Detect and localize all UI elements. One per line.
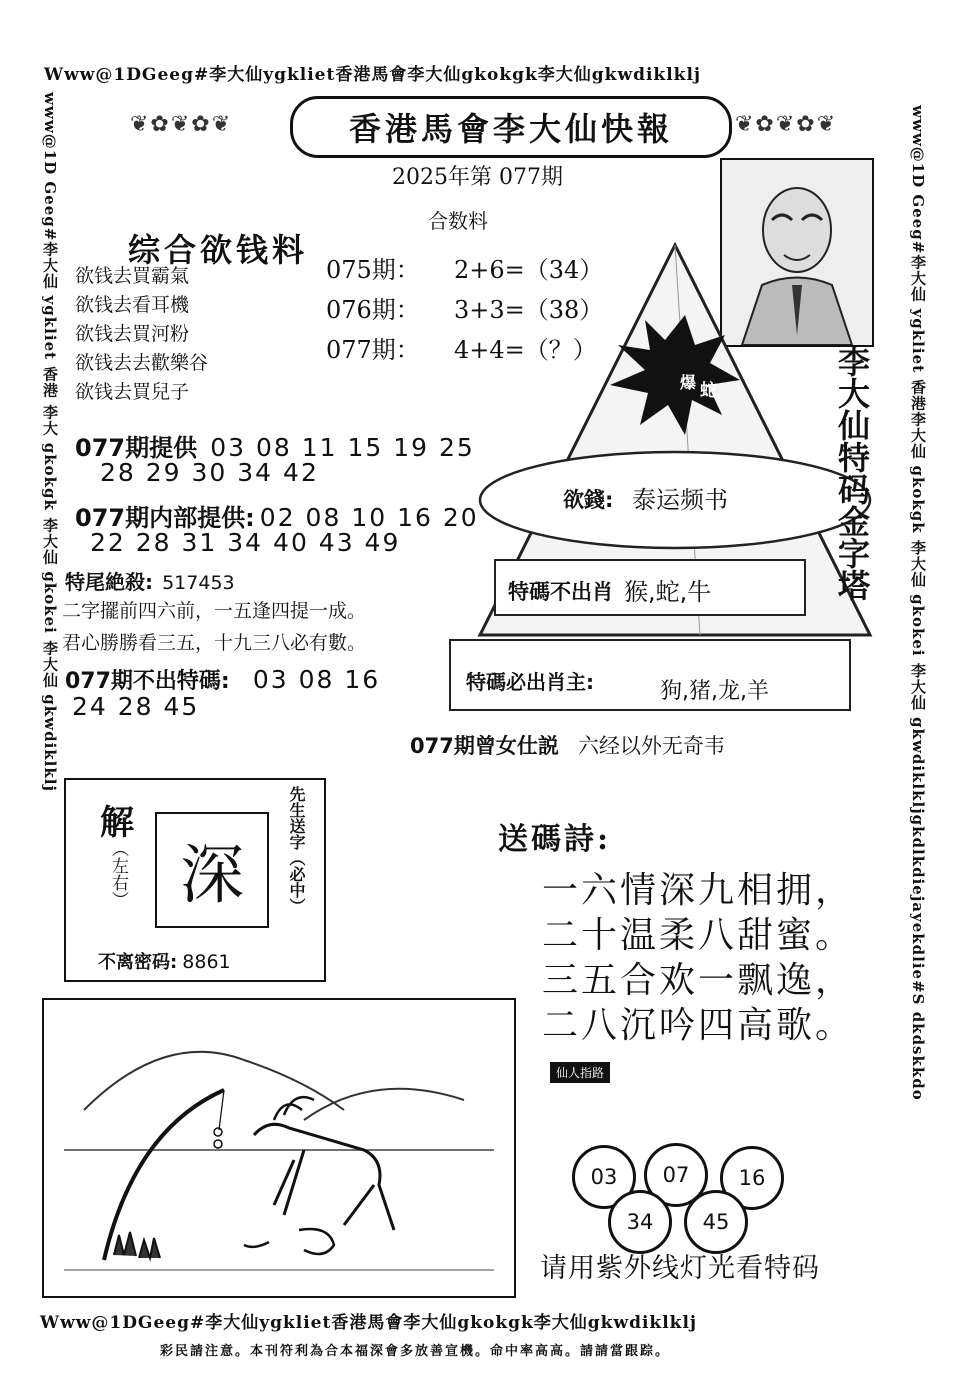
heshu-expr: 3+3=（38） [454,296,604,324]
heshu-expr: 4+4=（？） [454,336,597,364]
internal-label: 077期内部提供: [75,504,255,532]
yuqian-label: 欲錢: [563,488,614,512]
zeng-value: 六经以外无奇韦 [577,734,725,758]
poem-heading: 送碼詩: [498,822,612,857]
riddle-code-value: 8861 [182,951,231,973]
list-item: 欲钱去買霸氣 [75,265,190,287]
yuqian-list [75,262,208,407]
burst-text: 蛇 [700,381,717,401]
footer-notice: 彩民請注意。本刊符利為合本福深會多放善宣機。命中率高高。請請當跟踪。 [160,1344,671,1359]
left-url-strip: www@1D Geeg#李大仙 ygkliet 香港 李大 gkokgk 李大仙 gkokei 李大仙 gkwdiklklj [41,92,59,792]
list-item: 欲钱去買河粉 [75,323,190,345]
burst-glyph: 爆 [680,373,697,392]
no-special-label: 077期不出特碼: [65,669,230,694]
no-special-numbers-1: 03 08 16 [252,665,381,694]
riddle-jie: 解 [100,803,134,843]
page-title: 香港馬會李大仙快報 [290,96,732,158]
poem-tag: 仙人指路 [550,1062,610,1083]
heshu-period: 075期： [326,256,420,284]
right-url-strip: www@1D Geeg#李大仙 ygkliet 香港李大仙 gkokgk 李大仙 gkokei 李大仙 gkwdiklkljgkdlkdiejayekdlie#S dkdskkdo [909,105,927,1101]
pyramid-vertical-title: 李大仙特码金字塔 [833,345,871,601]
fishing-illustration [42,998,516,1298]
zeng-block [410,730,725,760]
top-url-strip: Www@1DGeeg#李大仙ygkliet香港馬會李大仙gkokgk李大仙gkwdiklklj [44,65,702,85]
provide-numbers-1: 03 08 11 15 19 25 [210,433,475,462]
left-panel-heading: 综合欲钱料 [128,231,309,269]
footer-url-strip: Www@1DGeeg#李大仙ygkliet香港馬會李大仙gkokgk李大仙gkwdiklklj [40,1313,698,1333]
riddle-code [98,948,231,974]
no-special-numbers-2: 24 28 45 [72,692,200,721]
floral-ornament-right: ❦✿❦✿❦ [735,112,838,137]
not-out-value: 猴,蛇,牛 [624,578,712,606]
heshu-label: 合数料 [428,209,488,233]
riddle-char-frame [155,812,269,928]
saying-line: 二字擺前四六前，一五逢四提一成。 [62,600,367,622]
issue-number: 2025年第 077期 [392,165,563,190]
riddle-big-char: 深 [180,839,244,913]
riddle-code-label: 不离密码: [98,952,178,973]
uv-instruction: 请用紫外线灯光看特码 [540,1253,820,1284]
not-out-label: 特碼不出肖 [508,580,613,604]
poem-block [542,868,854,1048]
zeng-label: 077期曾女仕説 [410,734,559,758]
heshu-period: 077期： [326,336,420,364]
fishing-goat-icon [44,1000,514,1296]
list-item: 欲钱去去歡樂谷 [75,352,209,374]
poem-line: 三五合欢一飘逸， [542,960,855,1001]
provide-numbers-2: 28 29 30 34 42 [100,458,319,487]
riddle-side-label: 先生送字（必中） [287,786,306,914]
poem-line: 二八沉吟四高歌。 [542,1005,855,1046]
number-ball: 16 [720,1146,784,1210]
list-item: 欲钱去看耳機 [75,294,190,316]
poem-line: 二十温柔八甜蜜。 [542,915,855,956]
floral-ornament-left: ❦✿❦✿❦ [130,112,233,137]
saying-line: 君心勝勝看三五，十九三八必有數。 [62,632,367,654]
provide-label: 077期提供 [75,434,198,462]
must-out-label: 特碼必出肖主: [466,670,594,694]
internal-numbers-2: 22 28 31 34 40 43 49 [90,528,401,557]
number-ball: 07 [644,1143,708,1207]
tail-label: 特尾絶殺: [65,570,153,594]
number-ball: 03 [572,1145,636,1209]
no-special-block [65,664,380,695]
list-item: 欲钱去買兒子 [75,381,190,403]
number-ball: 45 [684,1190,748,1254]
internal-numbers-1: 02 08 10 16 20 [259,503,479,532]
tail-value: 517453 [162,572,235,594]
tail-block [65,566,235,595]
heshu-period: 076期： [326,296,420,324]
heshu-expr: 2+6=（34） [454,256,604,284]
must-out-value: 狗,猪,龙,羊 [660,679,769,704]
riddle-hint: （左右） [108,840,128,908]
poem-line: 一六情深九相拥， [542,870,855,911]
number-ball: 34 [608,1190,672,1254]
yuqian-value: 泰运频书 [632,486,728,514]
